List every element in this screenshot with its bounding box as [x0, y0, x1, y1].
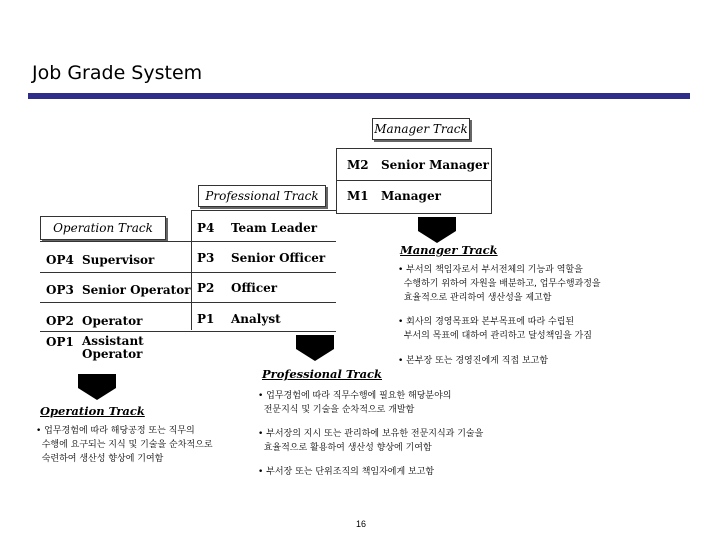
professional-desc-item: • 부서장 또는 단위조직의 책임자에게 보고함: [258, 467, 435, 477]
grade-p4: P4 Team Leader: [197, 221, 318, 235]
operation-track-tag: [40, 216, 166, 240]
manager-desc-heading: Manager Track: [400, 243, 498, 257]
manager-desc-item: • 본부장 또는 경영진에게 직접 보고함: [398, 356, 549, 366]
manager-grade-divider: [336, 180, 491, 181]
page-number: 16: [356, 519, 367, 529]
manager-desc-item: • 회사의 경영목표와 본부목표에 따라 수립된 부서의 목표에 대하여 관리하고 달성책임을 가짐: [398, 317, 592, 341]
grade-p3: P3 Senior Officer: [197, 251, 326, 265]
operation-track-label: Operation Track: [53, 221, 153, 235]
title-divider: [28, 93, 690, 99]
grade-op2: OP2 Operator: [46, 314, 143, 328]
grade-m1: M1 Manager: [347, 189, 441, 203]
professional-track-label: Professional Track: [205, 189, 319, 203]
professional-track-tag: [198, 185, 326, 207]
grid-line-top: [191, 210, 336, 211]
professional-arrow: [296, 335, 334, 361]
grade-op4: OP4 Supervisor: [46, 253, 155, 267]
grid-line-2: [40, 272, 336, 273]
manager-desc-item: • 부서의 책임자로서 부서전체의 기능과 역할을 수행하기 위하여 자원을 배분하고, 업무수행과정을 효율적으로 관리하여 생산성을 제고함: [398, 265, 601, 303]
operation-arrow: [78, 374, 116, 400]
professional-desc-item: • 업무경험에 따라 직무수행에 필요한 해당분야의 전문지식 및 기술을 순차적으로 개발함: [258, 391, 452, 415]
grid-line-1: [40, 241, 336, 242]
operation-desc-heading: Operation Track: [40, 404, 145, 418]
operation-desc-item: • 업무경험에 따라 해당공정 또는 직무의 수행에 요구되는 지식 및 기술을 순차적으로 숙련하여 생산성 향상에 기여함: [36, 426, 213, 464]
manager-track-tag: [372, 118, 470, 140]
grade-p1: P1 Analyst: [197, 312, 281, 326]
professional-desc-item: • 부서장의 지시 또는 관리하에 보유한 전문지식과 기술을 효율적으로 활용하여 생산성 향상에 기여함: [258, 429, 484, 453]
grade-p2: P2 Officer: [197, 281, 278, 295]
grid-vertical-line: [191, 210, 192, 330]
grade-m2: M2 Senior Manager: [347, 158, 489, 172]
grade-op3: OP3 Senior Operator: [46, 283, 191, 297]
professional-desc-heading: Professional Track: [262, 367, 383, 381]
manager-track-label: Manager Track: [374, 122, 468, 136]
grid-line-4: [40, 331, 336, 332]
page-title: Job Grade System: [32, 62, 203, 84]
grid-line-3: [40, 302, 336, 303]
manager-arrow: [418, 217, 456, 243]
grade-op1: OP1 Assistant Operator: [46, 334, 144, 361]
